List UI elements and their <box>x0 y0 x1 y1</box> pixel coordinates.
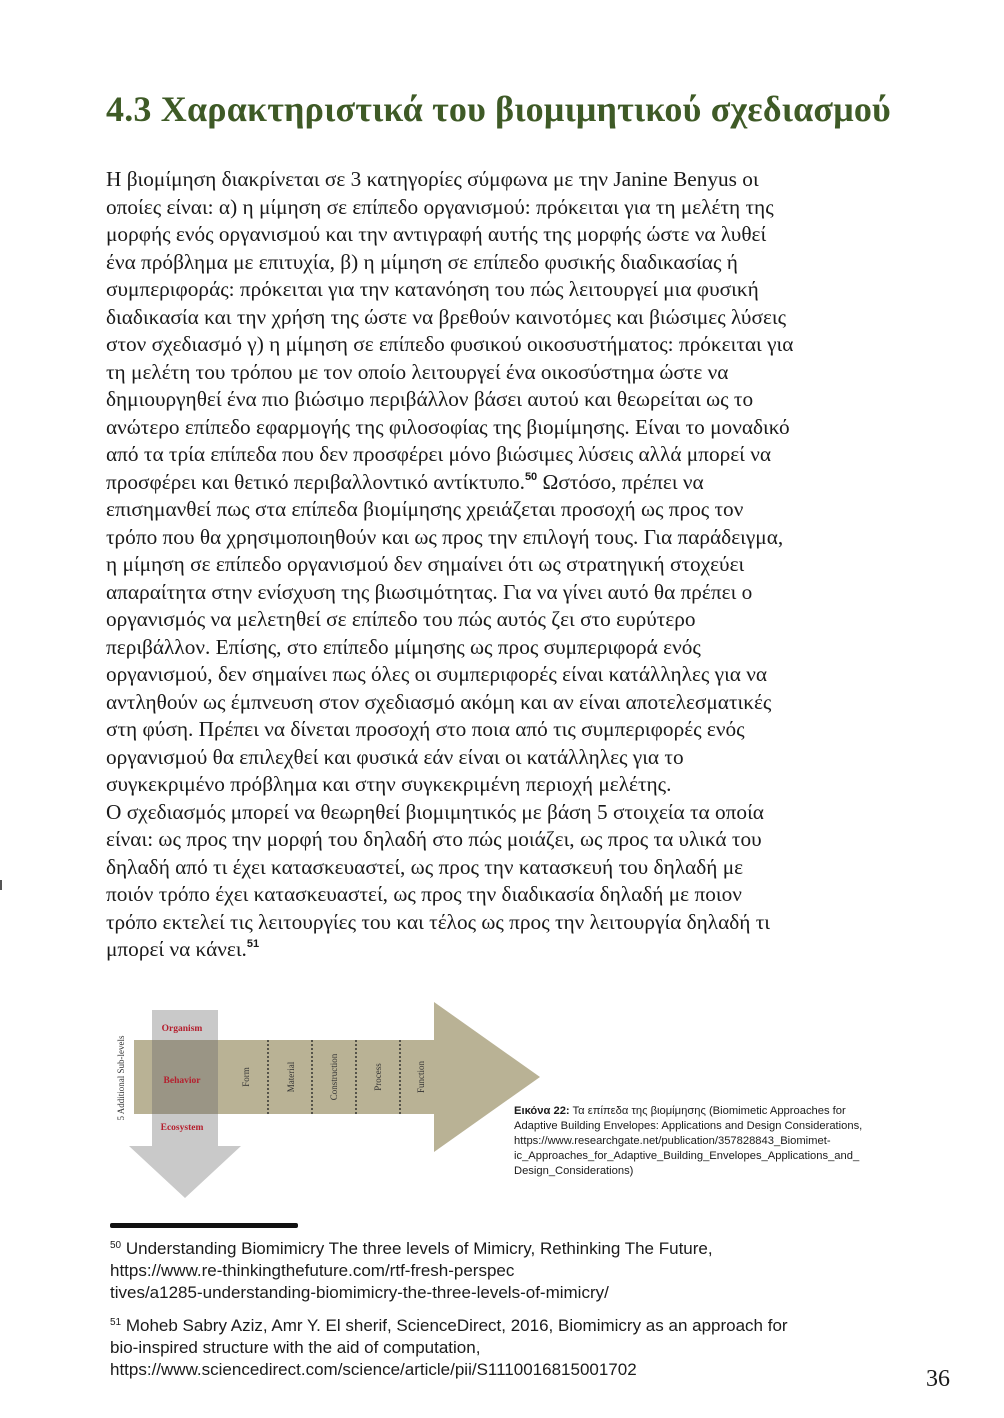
footnote-line: bio-inspired structure with the aid of computation, <box>110 1338 481 1357</box>
text-line: η μίμηση σε επίπεδο οργανισμού δεν σημαίνει ότι ως στρατηγική στοχεύει <box>106 552 745 576</box>
text-line: διαδικασία και την χρήση της ώστε να βρεθούν καινοτόμες και βιώσιμες λύσεις <box>106 304 787 329</box>
caption-label: Εικόνα 22: <box>514 1105 570 1117</box>
text-line: περιβάλλον. Επίσης, στο επίπεδο μίμησης ως προς συμπεριφορά ενός <box>106 634 701 659</box>
text-line: συγκεκριμένο πρόβλημα και στην συγκεκριμένη περιοχή μελέτης. <box>106 772 672 796</box>
caption-line: Adaptive Building Envelopes: Applications and Design Considerations, <box>514 1120 863 1132</box>
footnote-divider <box>110 1223 298 1228</box>
text-line: συμπεριφοράς: πρόκειται για την κατανόηση του πώς λειτουργεί μια φυσική <box>106 277 759 301</box>
text-line-with-ref <box>106 469 906 497</box>
level-ecosystem: Ecosystem <box>160 1123 204 1133</box>
text-line: από τα τρία επίπεδα που δεν προσφέρει μόνο βιώσιμες λύσεις αλλά μπορεί να <box>106 442 772 466</box>
footnote-51 <box>110 1315 788 1381</box>
text-line: ανώτερο επίπεδο εφαρμογής της φιλοσοφίας της βιομίμησης. Είναι το μοναδικό <box>106 414 790 439</box>
page-number: 36 <box>926 1366 950 1392</box>
footnote-number: 50 <box>110 1240 122 1251</box>
margin-mark <box>0 880 2 890</box>
text-line: ένα πρόβλημα με επιτυχία, β) η μίμηση σε επίπεδο φυσικής διαδικασίας ή <box>106 249 738 274</box>
footnote-text: Understanding Biomimicry The three levels of Mimicry, Rethinking The Future, <box>121 1239 713 1258</box>
text-line: μορφής ενός οργανισμού και την αντιγραφή αυτής της μορφής ώστε να λυθεί <box>106 222 767 246</box>
levels-diagram-svg <box>110 998 540 1202</box>
text-line: τρόπο που θα χρησιμοποιηθούν και ως προς την επιλογή τους. Για παράδειγμα, <box>106 524 784 549</box>
text-line: ποιόν τρόπο έχει κατασκευαστεί, ως προς την διαδικασία δηλαδή με ποιον <box>106 882 742 906</box>
text-line: δημιουργηθεί ένα πιο βιώσιμο περιβάλλον βάσει αυτού και θεωρείται ως το <box>106 387 754 411</box>
text-line: δηλαδή από τι έχει κατασκευαστεί, ως προς την κατασκευή του δηλαδή με <box>106 854 744 879</box>
section-heading: 4.3 Χαρακτηριστικά του βιομιμητικού σχεδιασμού <box>106 89 891 129</box>
text-line: Η βιομίμηση διακρίνεται σε 3 κατηγορίες σύμφωνα με την Janine Benyus οι <box>106 167 759 191</box>
sublevel-process: Process <box>373 1063 383 1091</box>
side-label: 5 Additional Sub-levels <box>116 1035 126 1121</box>
text-segment: προσφέρει και θετικό περιβαλλοντικό αντίκτυπο. <box>106 469 525 494</box>
biomimicry-levels-diagram <box>110 998 540 1202</box>
text-line: στον σχεδιασμό γ) η μίμηση σε επίπεδο φυσικού οικοσυστήματος: πρόκειται για <box>106 332 794 356</box>
caption-link-line[interactable]: ic_Approaches_for_Adaptive_Building_Envelopes_Applications_and_ <box>514 1150 860 1162</box>
text-line: αντληθούν ως έμπνευση στον σχεδιασμό ακόμη και αν είναι αποτελεσματικές <box>106 689 772 714</box>
level-organism: Organism <box>161 1024 203 1034</box>
caption-line: Design_Considerations) <box>514 1165 634 1177</box>
footnote-ref-51[interactable]: 51 <box>246 938 260 950</box>
sublevel-form: Form <box>241 1067 251 1087</box>
footnote-url[interactable]: https://www.re-thinkingthefuture.com/rtf-fresh-perspec <box>110 1261 515 1280</box>
level-behavior: Behavior <box>163 1076 201 1086</box>
footnote-text: Moheb Sabry Aziz, Amr Y. El sherif, ScienceDirect, 2016, Biomimicry as an approach for <box>121 1316 788 1335</box>
text-segment: Ωστόσο, πρέπει να <box>537 469 704 494</box>
footnote-url[interactable]: https://www.sciencedirect.com/science/article/pii/S1110016815001702 <box>110 1360 637 1379</box>
text-line: οργανισμού, δεν σημαίνει πως όλες οι συμπεριφορές είναι κατάλληλες για να <box>106 662 768 686</box>
text-line: οποίες είναι: α) η μίμηση σε επίπεδο οργανισμού: πρόκειται για τη μελέτη της <box>106 194 774 219</box>
text-line: επισημανθεί πως στα επίπεδα βιομίμησης χρειάζεται προσοχή ως προς τον <box>106 497 744 521</box>
text-line: οργανισμός να μελετηθεί σε επίπεδο του πώς αυτός ζει στο ευρύτερο <box>106 607 696 631</box>
text-segment: μπορεί να κάνει. <box>106 937 247 961</box>
text-line: τρόπο εκτελεί τις λειτουργίες του και τέλος ως προς την λειτουργία δηλαδή τι <box>106 909 771 934</box>
text-line-with-ref <box>106 936 906 964</box>
text-line: απαραίτητα στην ενίσχυση της βιωσιμότητας. Για να γίνει αυτό θα πρέπει ο <box>106 579 753 604</box>
caption-first-line <box>514 1104 914 1119</box>
footnote-number: 51 <box>110 1317 122 1328</box>
footnote-ref-50[interactable]: 50 <box>524 470 538 483</box>
sublevel-material: Material <box>286 1061 296 1093</box>
sublevel-construction: Construction <box>329 1053 339 1101</box>
caption-link-line[interactable]: https://www.researchgate.net/publication/357828843_Biomimet- <box>514 1135 831 1147</box>
figure-caption <box>514 1104 914 1179</box>
footnote-url[interactable]: tives/a1285-understanding-biomimicry-the-three-levels-of-mimicry/ <box>110 1283 609 1302</box>
footnote-line <box>110 1238 713 1260</box>
text-line: Ο σχεδιασμός μπορεί να θεωρηθεί βιομιμητικός με βάση 5 στοιχεία τα οποία <box>106 799 764 824</box>
sublevel-function: Function <box>416 1060 426 1094</box>
footnote-50 <box>110 1238 713 1304</box>
body-paragraph <box>106 166 906 964</box>
caption-text: Τα επίπεδα της βιομίμησης (Biomimetic Approaches for <box>569 1105 846 1117</box>
text-line: οργανισμού θα επιλεχθεί και φυσικά εάν είναι οι κατάλληλες για το <box>106 744 684 769</box>
text-line: είναι: ως προς την μορφή του δηλαδή στο πώς μοιάζει, ως προς τα υλικά του <box>106 827 762 851</box>
footnote-line <box>110 1315 788 1337</box>
text-line: τη μελέτη του τρόπου με τον οποίο λειτουργεί ένα οικοσύστημα ώστε να <box>106 359 729 384</box>
text-line: στη φύση. Πρέπει να δίνεται προσοχή στο ποια από τις συμπεριφορές ενός <box>106 717 745 741</box>
